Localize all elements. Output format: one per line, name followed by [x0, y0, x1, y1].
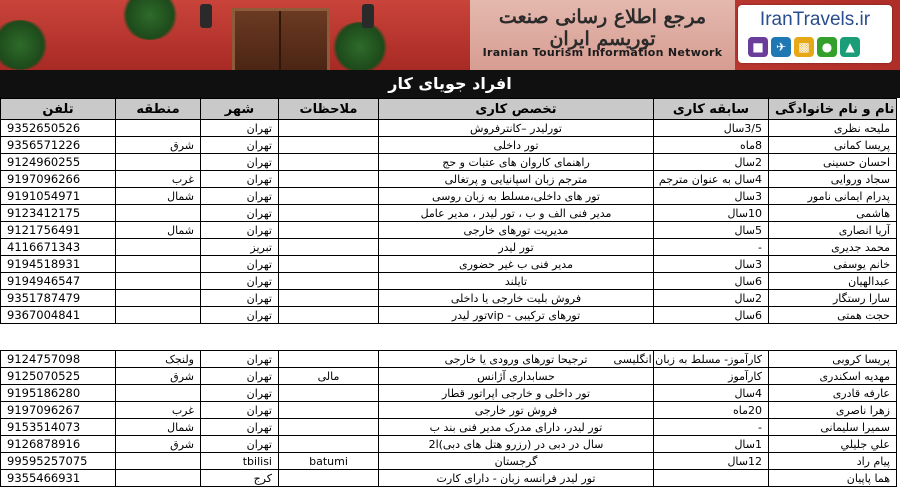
cell-name: پریسا کروبی: [769, 351, 897, 368]
cell-specialty: 2سال در دبی در (رزرو هتل های دبی)ا: [379, 436, 654, 453]
cell-phone: 9125070525: [1, 368, 116, 385]
table-row: [1, 120, 897, 137]
page-title: افراد جویای کار: [388, 74, 512, 93]
logo-text: IranTravels.ir: [759, 9, 871, 30]
cell-name: خانم یوسفی: [769, 256, 897, 273]
cell-specialty: فروش تور خارجی: [379, 402, 654, 419]
job-seekers-table: [0, 98, 897, 324]
cell-notes: batumi: [279, 453, 379, 470]
header-banner: [0, 0, 900, 70]
cell-experience: 5سال: [654, 222, 769, 239]
cell-name: پدرام ایمانی نامور: [769, 188, 897, 205]
table-row: [1, 470, 897, 487]
cell-specialty: تور لیدر فرانسه زبان - دارای کارت: [379, 470, 654, 487]
banner-photo: [0, 0, 470, 70]
cell-phone: 9194946547: [1, 273, 116, 290]
cell-notes: [279, 205, 379, 222]
cell-experience: 1سال: [654, 436, 769, 453]
cell-region: [116, 239, 201, 256]
cell-notes: [279, 307, 379, 324]
table-row: [1, 307, 897, 324]
cell-experience: 2سال: [654, 154, 769, 171]
cell-phone: 9367004841: [1, 307, 116, 324]
cell-phone: 9124757098: [1, 351, 116, 368]
cell-specialty: تور های داخلی،مسلط به زبان روسی: [379, 188, 654, 205]
cell-phone: 9153514073: [1, 419, 116, 436]
header-phone: تلفن: [1, 99, 116, 120]
cell-experience: کارآموز: [654, 368, 769, 385]
cell-specialty: تور داخلی و خارجی اپراتور قطار: [379, 385, 654, 402]
table-row: [1, 290, 897, 307]
cell-name: عبدالهیان: [769, 273, 897, 290]
job-seekers-table-2: [0, 350, 897, 487]
table-row: [1, 205, 897, 222]
header-name: نام و نام خانوادگی: [769, 99, 897, 120]
lamp-decoration: [200, 4, 212, 28]
cell-phone: 9194518931: [1, 256, 116, 273]
tent-icon: ▲: [840, 37, 860, 57]
table-title-bar: [0, 70, 900, 98]
cell-name: علي جليلي: [769, 436, 897, 453]
cell-specialty: مدیر فنی ب غیر حضوری: [379, 256, 654, 273]
cell-experience: -: [654, 419, 769, 436]
header-specialty: تخصص کاری: [379, 99, 654, 120]
cell-region: شمال: [116, 188, 201, 205]
cell-city: تهران: [201, 171, 279, 188]
header-city: شهر: [201, 99, 279, 120]
cell-region: غرب: [116, 171, 201, 188]
cell-name: زهرا ناصری: [769, 402, 897, 419]
cell-phone: 9195186280: [1, 385, 116, 402]
cell-name: پریسا کمانی: [769, 137, 897, 154]
building-icon: ■: [748, 37, 768, 57]
cell-experience: 20ماه: [654, 402, 769, 419]
cell-specialty: حسابداری آژانس: [379, 368, 654, 385]
cell-notes: [279, 385, 379, 402]
table-row: [1, 239, 897, 256]
cell-specialty: تور لیدر، دارای مدرک مدیر فنی بند ب: [379, 419, 654, 436]
cell-phone: 9191054971: [1, 188, 116, 205]
cell-region: [116, 273, 201, 290]
cell-phone: 4116671343: [1, 239, 116, 256]
cell-phone: 9124960255: [1, 154, 116, 171]
cell-name: محمد جدیری: [769, 239, 897, 256]
elephant-icon: ●: [817, 37, 837, 57]
cell-specialty: مترجم زبان اسپانیایی و پرتغالی: [379, 171, 654, 188]
bus-icon: ▩: [794, 37, 814, 57]
cell-city: تهران: [201, 137, 279, 154]
cell-specialty: تور لیدر: [379, 239, 654, 256]
cell-phone: 9197096267: [1, 402, 116, 419]
table-row: [1, 351, 897, 368]
airplane-icon: ✈: [771, 37, 791, 57]
cell-notes: [279, 290, 379, 307]
cell-city: تهران: [201, 385, 279, 402]
cell-region: [116, 307, 201, 324]
cell-region: [116, 385, 201, 402]
cell-notes: [279, 256, 379, 273]
cell-notes: [279, 470, 379, 487]
cell-city: تهران: [201, 307, 279, 324]
table-row: [1, 222, 897, 239]
cell-name: مهدیه اسکندری: [769, 368, 897, 385]
cell-experience: 2سال: [654, 290, 769, 307]
cell-city: تهران: [201, 436, 279, 453]
cell-specialty: ترجیحا تورهای ورودی یا خارجی: [379, 351, 654, 368]
table-row: [1, 188, 897, 205]
table-row: [1, 402, 897, 419]
plant-decoration: [0, 20, 50, 70]
cell-name: پیام راد: [769, 453, 897, 470]
table-row: [1, 171, 897, 188]
table-row: [1, 368, 897, 385]
cell-specialty: فروش بلیت خارجی یا داخلی: [379, 290, 654, 307]
cell-phone: 9197096266: [1, 171, 116, 188]
cell-region: [116, 290, 201, 307]
cell-notes: [279, 419, 379, 436]
cell-city: کرج: [201, 470, 279, 487]
cell-phone: 9352650526: [1, 120, 116, 137]
table-row: [1, 256, 897, 273]
cell-name: عارفه قادری: [769, 385, 897, 402]
cell-region: [116, 154, 201, 171]
cell-notes: مالی: [279, 368, 379, 385]
cell-experience: 3سال: [654, 188, 769, 205]
cell-experience: 10سال: [654, 205, 769, 222]
cell-city: تهران: [201, 222, 279, 239]
cell-region: غرب: [116, 402, 201, 419]
cell-experience: 12سال: [654, 453, 769, 470]
cell-notes: [279, 351, 379, 368]
cell-name: آریا انصاری: [769, 222, 897, 239]
cell-city: تهران: [201, 351, 279, 368]
cell-city: تهران: [201, 368, 279, 385]
cell-region: [116, 120, 201, 137]
site-logo[interactable]: [738, 5, 892, 63]
cell-phone: 9356571226: [1, 137, 116, 154]
cell-city: تهران: [201, 205, 279, 222]
cell-phone: 9355466931: [1, 470, 116, 487]
cell-name: سمیرا سلیمانی: [769, 419, 897, 436]
cell-city: تهران: [201, 256, 279, 273]
plant-decoration: [330, 22, 390, 72]
cell-phone: 9123412175: [1, 205, 116, 222]
cell-specialty: مدیریت تورهای خارجی: [379, 222, 654, 239]
logo-icons: [748, 37, 860, 57]
cell-notes: [279, 402, 379, 419]
cell-phone: 9126878916: [1, 436, 116, 453]
cell-notes: [279, 171, 379, 188]
cell-city: تهران: [201, 154, 279, 171]
cell-notes: [279, 436, 379, 453]
cell-phone: 9351787479: [1, 290, 116, 307]
cell-region: شرق: [116, 368, 201, 385]
cell-name: ملیحه نظری: [769, 120, 897, 137]
cell-name: سجاد وروایی: [769, 171, 897, 188]
header-notes: ملاحظات: [279, 99, 379, 120]
cell-specialty: مدیر فنی الف و ب ، تور لیدر ، مدیر عامل: [379, 205, 654, 222]
cell-name: هاشمی: [769, 205, 897, 222]
cell-notes: [279, 120, 379, 137]
site-title-farsi: مرجع اطلاع رسانی صنعت توریسم ایران: [498, 6, 707, 50]
cell-name: احسان حسینی: [769, 154, 897, 171]
cell-city: تهران: [201, 273, 279, 290]
table-row: [1, 453, 897, 470]
cell-notes: [279, 154, 379, 171]
cell-experience: 4سال به عنوان مترجم: [654, 171, 769, 188]
cell-experience: کارآموز- مسلط به زبان انگلیسی: [654, 351, 769, 368]
cell-region: [116, 453, 201, 470]
cell-region: [116, 256, 201, 273]
header-region: منطقه: [116, 99, 201, 120]
cell-experience: 4سال: [654, 385, 769, 402]
cell-notes: [279, 239, 379, 256]
cell-city: تهران: [201, 290, 279, 307]
cell-city: تهران: [201, 188, 279, 205]
cell-region: شرق: [116, 436, 201, 453]
table-row: [1, 385, 897, 402]
cell-experience: 8ماه: [654, 137, 769, 154]
cell-city: تبریز: [201, 239, 279, 256]
cell-city: تهران: [201, 402, 279, 419]
cell-experience: -: [654, 239, 769, 256]
cell-city: تهران: [201, 419, 279, 436]
plant-decoration: [120, 0, 180, 40]
site-branding: [470, 0, 735, 70]
table-row: [1, 154, 897, 171]
lamp-decoration: [362, 4, 374, 28]
cell-notes: [279, 188, 379, 205]
cell-specialty: تور لیدرvip - تورهای ترکیبی: [379, 307, 654, 324]
site-title-english: Iranian Tourism Information Network: [482, 46, 723, 59]
cell-region: شمال: [116, 419, 201, 436]
cell-specialty: تور داخلی: [379, 137, 654, 154]
cell-experience: 3سال: [654, 256, 769, 273]
cell-notes: [279, 222, 379, 239]
cell-notes: [279, 137, 379, 154]
cell-experience: 6سال: [654, 307, 769, 324]
door-decoration: [232, 8, 330, 73]
cell-name: حجت همتی: [769, 307, 897, 324]
cell-experience: [654, 470, 769, 487]
cell-notes: [279, 273, 379, 290]
cell-region: ولنجک: [116, 351, 201, 368]
cell-city: تهران: [201, 120, 279, 137]
cell-city: tbilisi: [201, 453, 279, 470]
table-row: [1, 273, 897, 290]
header-experience: سابقه کاری: [654, 99, 769, 120]
cell-specialty: تورلیدر –کانترفروش: [379, 120, 654, 137]
cell-phone: 9121756491: [1, 222, 116, 239]
cell-region: [116, 205, 201, 222]
cell-name: هما پاپیان: [769, 470, 897, 487]
table-row: [1, 419, 897, 436]
cell-specialty: تایلند: [379, 273, 654, 290]
cell-region: [116, 470, 201, 487]
cell-experience: 3/5سال: [654, 120, 769, 137]
cell-region: شرق: [116, 137, 201, 154]
cell-phone: 99595257075: [1, 453, 116, 470]
cell-experience: 6سال: [654, 273, 769, 290]
table-row: [1, 436, 897, 453]
cell-specialty: گرجستان: [379, 453, 654, 470]
cell-region: شمال: [116, 222, 201, 239]
cell-specialty: راهنمای کاروان های عتبات و حج: [379, 154, 654, 171]
table-row: [1, 137, 897, 154]
cell-name: سارا رستگار: [769, 290, 897, 307]
table-header-row: [1, 99, 897, 120]
